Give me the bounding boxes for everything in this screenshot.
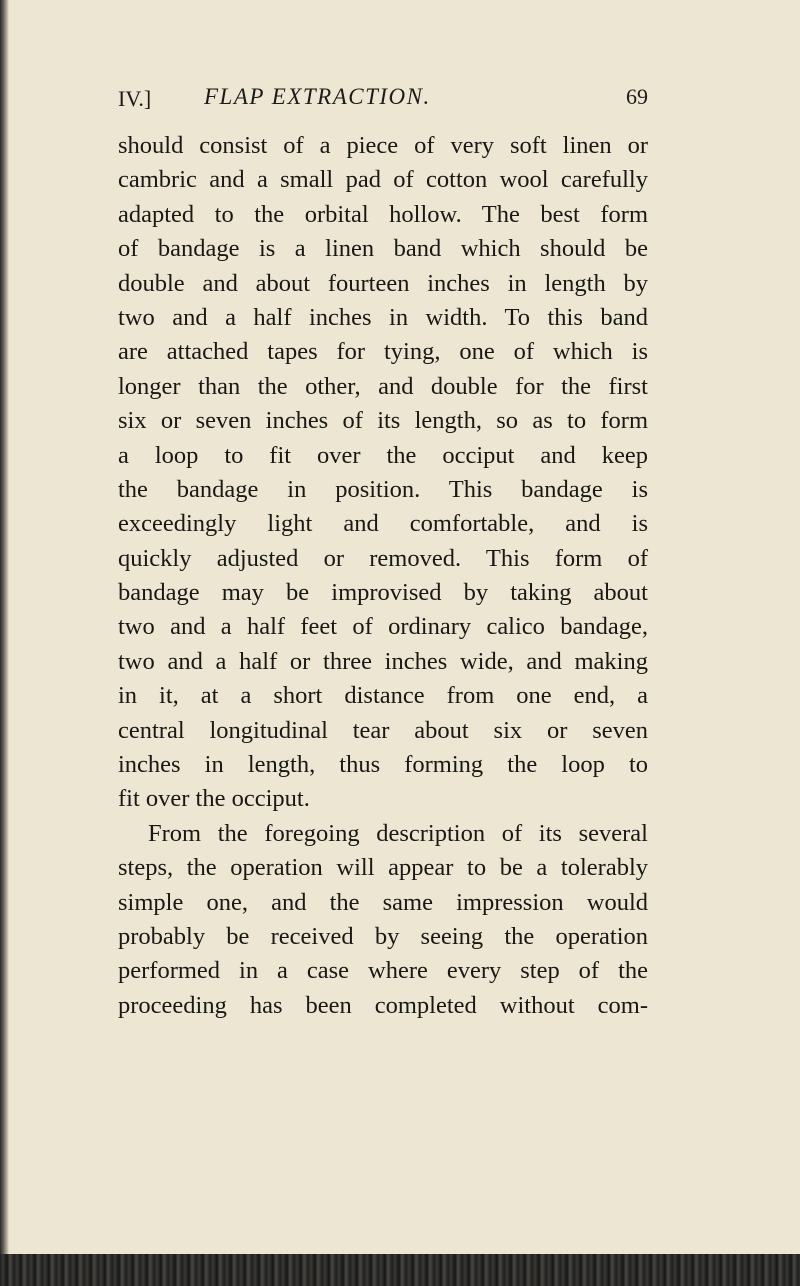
text-line: inches in length, thus forming the loop to — [118, 751, 648, 779]
text-line: six or seven inches of its length, so as to form — [118, 407, 648, 435]
text-line: simple one, and the same impression would — [118, 888, 648, 916]
text-line: are attached tapes for tying, one of which is — [118, 338, 648, 366]
text-line-paragraph-start: From the foregoing description of its several — [148, 819, 648, 847]
text-line: double and about fourteen inches in length by — [118, 269, 648, 297]
text-line: should consist of a piece of very soft linen or — [118, 132, 648, 159]
text-line: fit over the occiput. — [118, 785, 310, 813]
text-line: probably be received by seeing the operation — [118, 922, 648, 950]
text-line: in it, at a short distance from one end, a — [118, 682, 648, 710]
text-line: two and a half feet of ordinary calico bandage, — [118, 613, 648, 641]
text-line: steps, the operation will appear to be a tolerably — [118, 854, 648, 882]
text-line: performed in a case where every step of the — [118, 957, 648, 985]
text-line: proceeding has been completed without com- — [118, 991, 648, 1019]
text-line: central longitudinal tear about six or seven — [118, 716, 648, 744]
text-line: cambric and a small pad of cotton wool carefully — [118, 166, 648, 194]
binding-edge — [0, 0, 9, 1286]
text-line: two and a half or three inches wide, and making — [118, 647, 648, 675]
text-line: exceedingly light and comfortable, and is — [118, 510, 648, 538]
text-line: a loop to fit over the occiput and keep — [118, 441, 648, 469]
body-text — [118, 129, 648, 1023]
text-line: longer than the other, and double for the first — [118, 372, 648, 400]
text-line: quickly adjusted or removed. This form of — [118, 544, 648, 572]
chapter-marker: IV.] — [118, 86, 152, 111]
running-header — [118, 86, 648, 122]
text-line: bandage may be improvised by taking about — [118, 579, 648, 607]
text-line: adapted to the orbital hollow. The best form — [118, 200, 648, 228]
text-line: of bandage is a linen band which should be — [118, 235, 648, 263]
text-line: two and a half inches in width. To this band — [118, 303, 648, 331]
page-number: 69 — [626, 84, 648, 109]
running-title: FLAP EXTRACTION. — [204, 84, 431, 109]
text-line: the bandage in position. This bandage is — [118, 475, 648, 503]
page-bottom-edge — [0, 1254, 800, 1286]
